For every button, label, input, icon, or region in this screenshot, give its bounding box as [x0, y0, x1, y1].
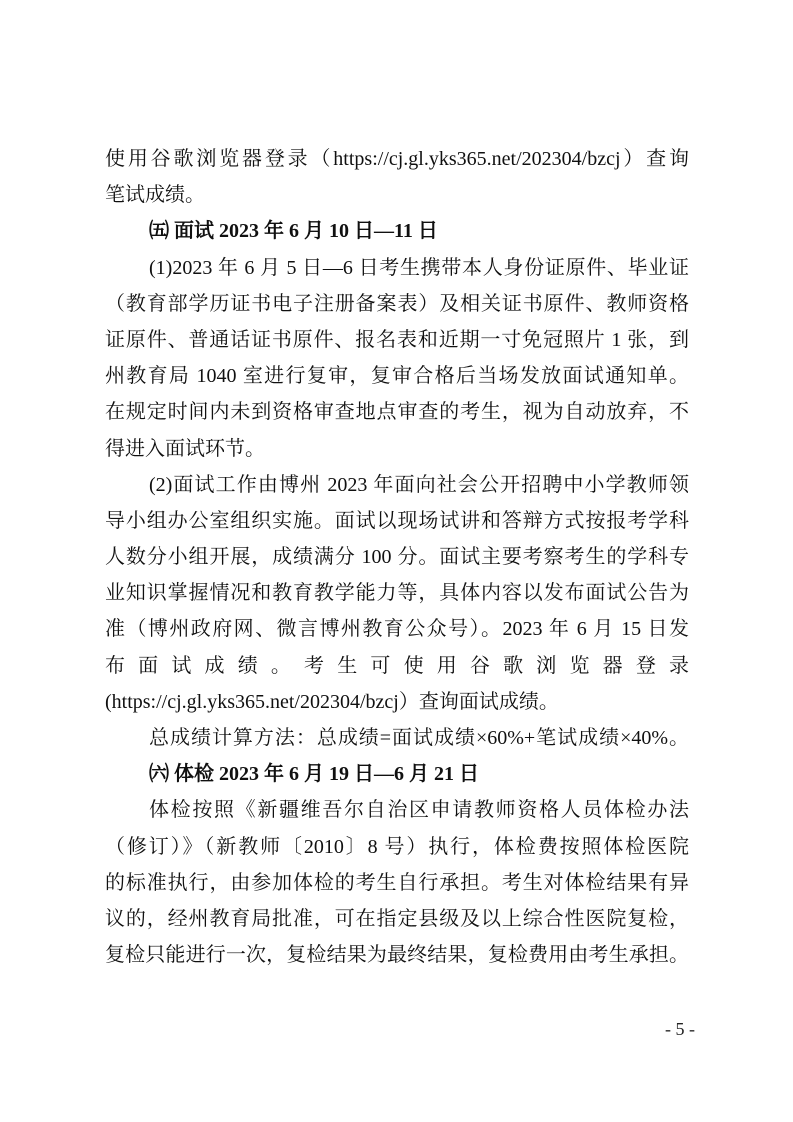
- body-line-written-score-url: 使用谷歌浏览器登录（https://cj.gl.yks365.net/202304/bzcj）查询: [105, 148, 689, 170]
- body-line: 复检只能进行一次，复检结果为最终结果，复检费用由考生承担。: [105, 944, 689, 967]
- body-line: 准（博州政府网、微言博州教育公众号）。2023 年 6 月 15 日发: [105, 618, 689, 641]
- body-line: 笔试成绩。: [105, 184, 205, 207]
- body-line-interview-score-url: (https://cj.gl.yks365.net/202304/bzcj）查询面试成绩。: [105, 690, 559, 713]
- body-line: 议的，经州教育局批准，可在指定县级及以上综合性医院复检，: [105, 907, 689, 930]
- body-line: 得进入面试环节。: [105, 437, 265, 460]
- body-line: (1)2023 年 6 月 5 日—6 日考生携带本人身份证原件、毕业证: [149, 256, 689, 279]
- body-line: 人数分小组开展，成绩满分 100 分。面试主要考察考生的学科专: [105, 546, 689, 569]
- body-line: （教育部学历证书电子注册备案表）及相关证书原件、教师资格: [105, 292, 689, 315]
- body-line-total-score-formula: 总成绩计算方法：总成绩=面试成绩×60%+笔试成绩×40%。: [149, 727, 689, 749]
- body-line: 业知识掌握情况和教育教学能力等，具体内容以发布面试公告为: [105, 582, 689, 605]
- page-number: - 5 -: [665, 1019, 695, 1039]
- heading-interview-section: ㈤ 面试 2023 年 6 月 10 日—11 日: [149, 220, 438, 243]
- heading-physical-exam-section: ㈥ 体检 2023 年 6 月 19 日—6 月 21 日: [149, 763, 479, 786]
- body-line: 州教育局 1040 室进行复审，复审合格后当场发放面试通知单。: [105, 365, 689, 388]
- body-line: 导小组办公室组织实施。面试以现场试讲和答辩方式按报考学科: [105, 509, 689, 532]
- body-line: 在规定时间内未到资格审查地点审查的考生，视为自动放弃，不: [105, 401, 689, 424]
- document-body: [105, 141, 689, 973]
- body-line-spread: 布面试成绩。考生可使用谷歌浏览器登录: [105, 654, 689, 677]
- body-line: 证原件、普通话证书原件、报名表和近期一寸免冠照片 1 张，到: [105, 328, 689, 351]
- body-line: （修订）》（新教师〔2010〕8 号）执行，体检费按照体检医院: [105, 835, 689, 858]
- body-line: 的标准执行，由参加体检的考生自行承担。考生对体检结果有异: [105, 871, 689, 894]
- body-line: (2)面试工作由博州 2023 年面向社会公开招聘中小学教师领: [149, 473, 689, 496]
- body-line: 体检按照《新疆维吾尔自治区申请教师资格人员体检办法: [149, 799, 689, 822]
